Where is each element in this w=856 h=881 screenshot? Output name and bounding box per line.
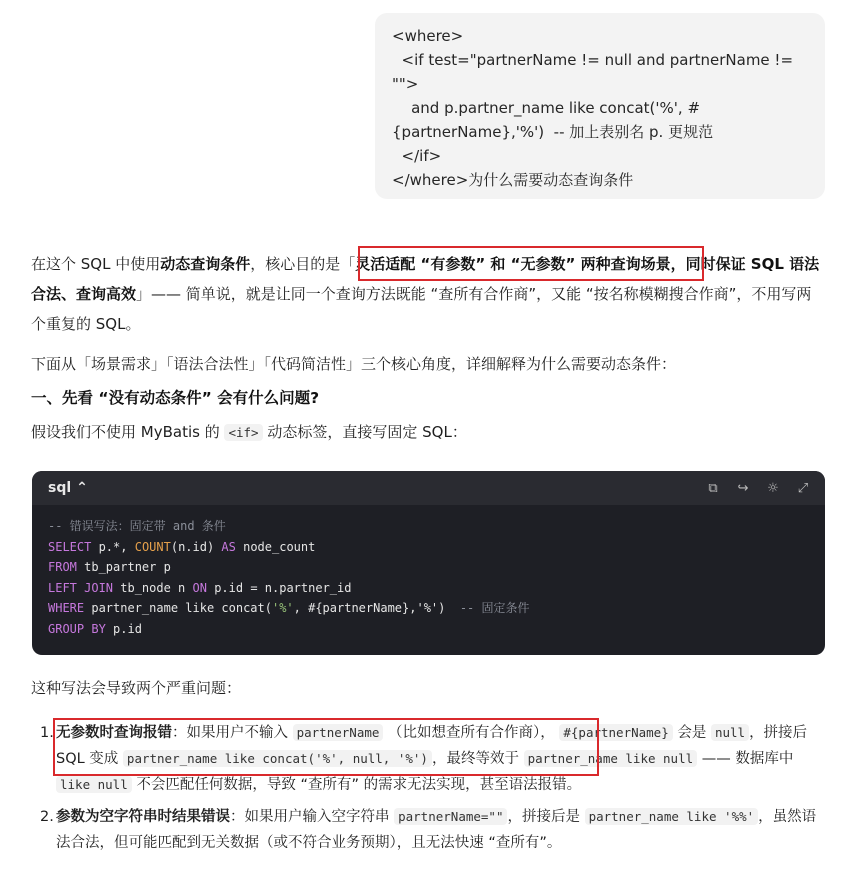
inline-code: partnerName — [293, 724, 384, 741]
problem-text: ：如果用户不输入 — [172, 725, 288, 741]
intro-key-point: 灵活适配 “有参数” 和 “无参数” 两种查询场景，同时保证 SQL 语法合法、查询高效 — [31, 255, 820, 303]
para-text: 假设我们不使用 MyBatis 的 — [31, 423, 220, 441]
list-item — [40, 804, 826, 856]
list-item — [40, 720, 826, 798]
problem-text: —— 数据库中 — [701, 751, 794, 767]
problem-text: ，虽然语法合法，但可能匹配到无关数据（或不符合业务预期），且无法快速 “查所有”。 — [56, 809, 817, 851]
intro-paragraph — [31, 249, 825, 339]
inline-code: partner_name like null — [524, 750, 698, 767]
code-line: SELECT p.*, COUNT(n.id) AS node_count — [48, 539, 316, 554]
copy-icon[interactable]: ⧉ — [708, 480, 718, 496]
problem-text: ，最终等效于 — [431, 751, 519, 767]
para-text: 动态标签，直接写固定 SQL： — [267, 423, 467, 441]
inline-code: <if> — [224, 424, 262, 441]
inline-code: partner_name like concat('%', null, '%') — [123, 750, 432, 767]
code-line: FROM tb_partner p — [48, 560, 171, 574]
problem-text: （比如想查所有合作商）， — [388, 725, 555, 741]
inline-code: #{partnerName} — [559, 724, 672, 741]
code-line — [48, 516, 809, 537]
problems-intro: 这种写法会导致两个严重问题： — [31, 679, 242, 697]
intro-text: ，核心目的是「 — [250, 255, 356, 273]
user-message-bubble — [375, 13, 825, 199]
user-message-line: <if test="partnerName != null and partnerName != ""> — [392, 51, 798, 93]
angles-paragraph: 下面从「场景需求」「语法合法性」「代码简洁性」三个核心角度，详细解释为什么需要动态条件： — [31, 355, 677, 373]
inline-code: partnerName="" — [394, 808, 507, 825]
wrap-icon[interactable]: ↪ — [737, 480, 749, 496]
code-line: GROUP BY p.id — [48, 621, 142, 636]
code-comment: -- 错误写法：固定带 and 条件 — [48, 519, 226, 533]
inline-code: null — [711, 724, 749, 741]
code-line: LEFT JOIN tb_node n ON p.id = n.partner_id — [48, 580, 352, 595]
expand-icon[interactable]: ⤢ — [797, 480, 809, 496]
list-number: 2. — [40, 809, 54, 825]
intro-bold: 动态查询条件 — [160, 255, 251, 273]
code-block — [32, 471, 825, 655]
user-message-line: and p.partner_name like concat('%', #{partnerName},'%') -- 加上表别名 p. 更规范 — [392, 99, 714, 141]
chevron-up-icon: ⌃ — [76, 480, 88, 496]
user-message-line: </where>为什么需要动态查询条件 — [392, 171, 634, 189]
intro-text: 」—— 简单说，就是让同一个查询方法既能 “查所有合作商”，又能 “按名称模糊搜合作商”，不用写两个重复的 SQL。 — [31, 285, 812, 333]
code-block-header — [32, 471, 825, 505]
code-language-label: sql — [48, 480, 72, 496]
problem-text: 会是 — [677, 725, 707, 741]
problem-title: 参数为空字符串时结果错误 — [56, 809, 230, 825]
problem-text: ，拼接后 SQL 变成 — [56, 725, 808, 767]
list-number: 1. — [40, 725, 54, 741]
code-line: WHERE partner_name like concat('%', #{partnerName},'%') -- 固定条件 — [48, 601, 530, 615]
intro-text: 在这个 SQL 中使用 — [31, 255, 161, 273]
inline-code: partner_name like '%%' — [585, 808, 759, 825]
theme-icon[interactable]: ☼ — [767, 480, 779, 496]
problem-title: 无参数时查询报错 — [56, 725, 172, 741]
code-toolbar — [705, 481, 811, 496]
section-heading: 一、先看 “没有动态条件” 会有什么问题? — [31, 389, 320, 407]
code-language-toggle[interactable] — [48, 480, 88, 496]
problem-text: ，拼接后是 — [507, 809, 580, 825]
problem-text: 不会匹配任何数据，导致 “查所有” 的需求无法实现，甚至语法报错。 — [136, 777, 582, 793]
user-message-line: </if> — [392, 147, 442, 165]
user-message-line: <where> — [392, 27, 464, 45]
assumption-paragraph — [31, 417, 825, 448]
inline-code: like null — [56, 776, 132, 793]
assistant-answer — [31, 249, 825, 448]
code-content — [32, 505, 825, 650]
problem-text: ：如果用户输入空字符串 — [230, 809, 390, 825]
problem-list — [40, 720, 826, 856]
